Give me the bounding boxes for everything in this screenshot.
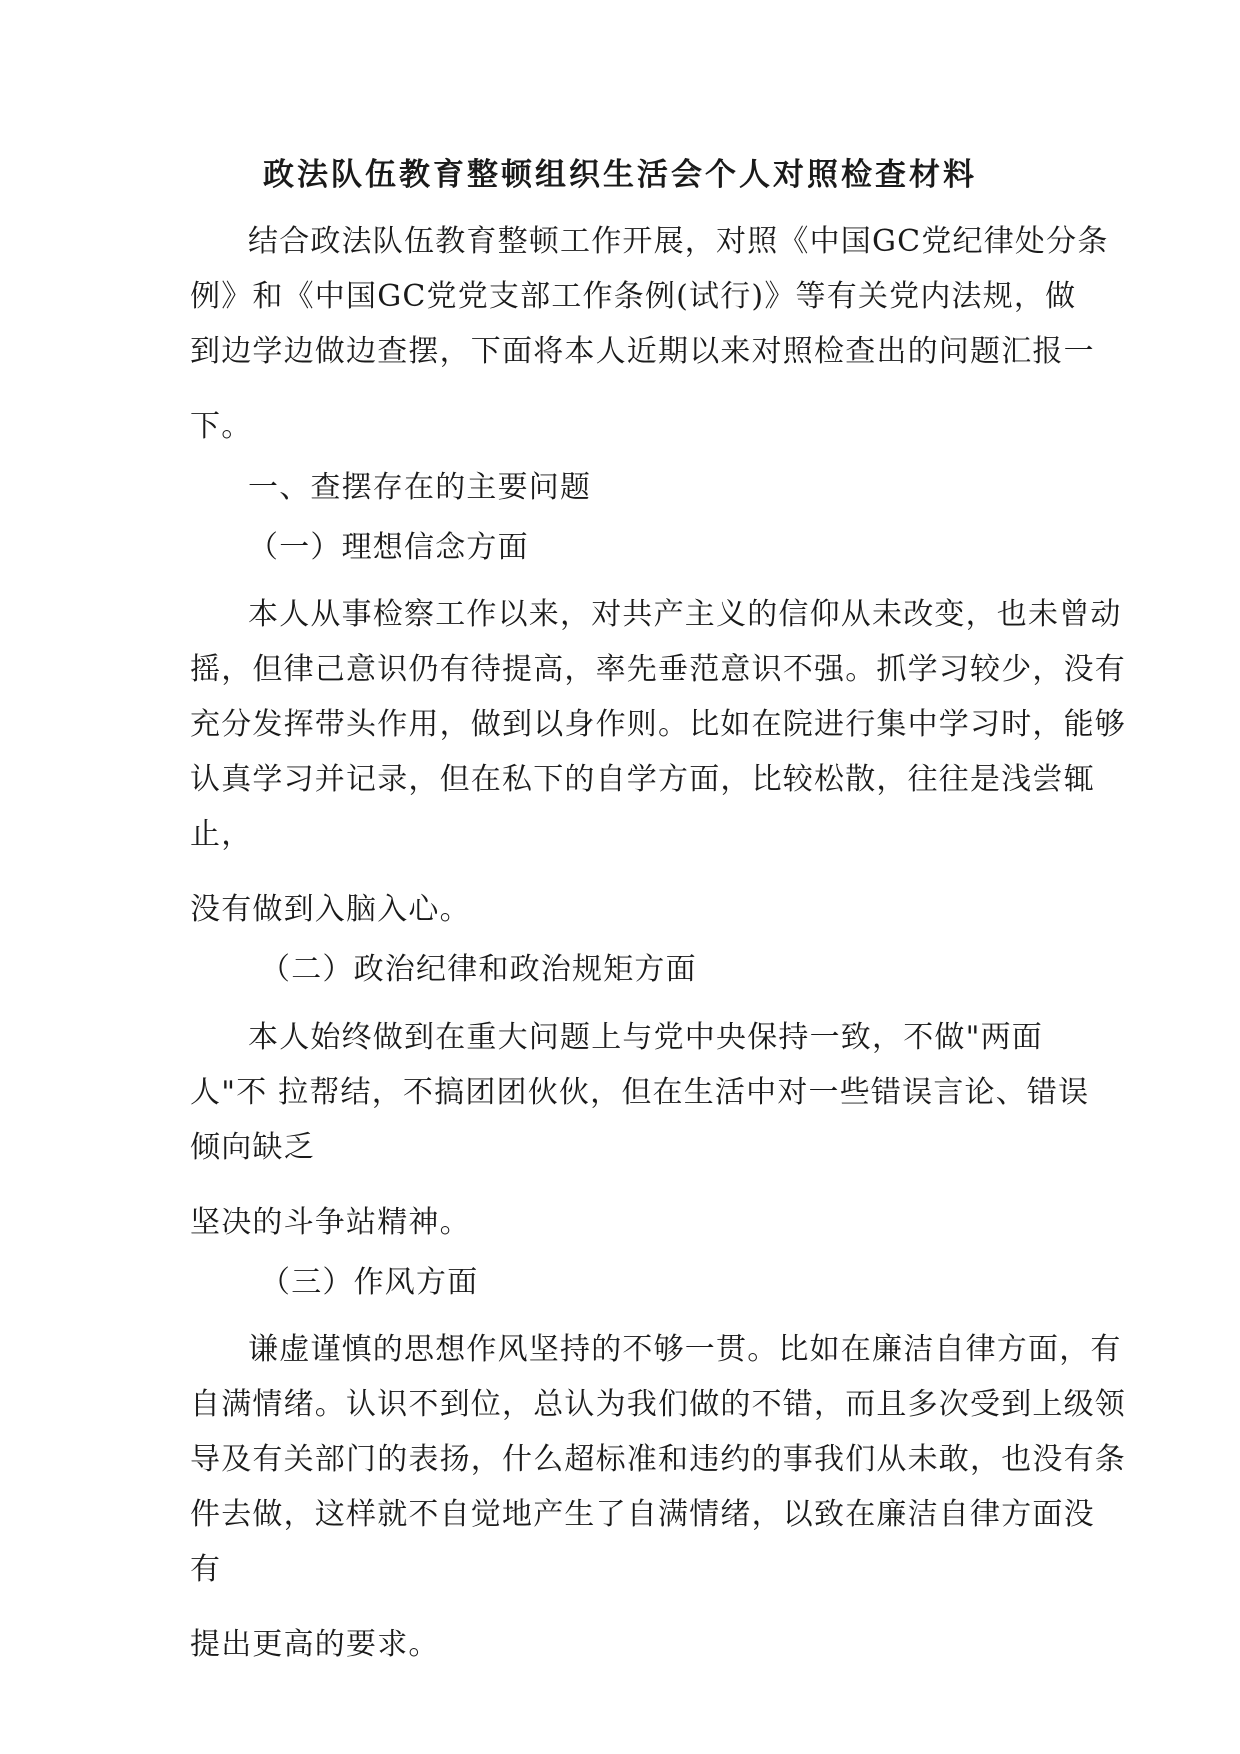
paragraph-line: 件去做，这样就不自觉地产生了自满情绪，以致在廉洁自律方面没 [190, 1497, 1095, 1532]
paragraph-line: 止， [190, 817, 253, 852]
subsection-heading: （三）作风方面 [260, 1265, 479, 1300]
paragraph-line: 下。 [190, 409, 253, 444]
paragraph-line: 提出更高的要求。 [190, 1627, 440, 1662]
paragraph-line: 结合政法队伍教育整顿工作开展，对照《中国GC党纪律处分条 [248, 224, 1109, 259]
paragraph-line: 自满情绪。认识不到位，总认为我们做的不错，而且多次受到上级领 [190, 1387, 1126, 1422]
paragraph-line: 到边学边做边查摆，下面将本人近期以来对照检查出的问题汇报一 [190, 334, 1095, 369]
paragraph-line: 认真学习并记录，但在私下的自学方面，比较松散，往往是浅尝辄 [190, 762, 1095, 797]
paragraph-line: 导及有关部门的表扬，什么超标准和违约的事我们从未敢，也没有条 [190, 1442, 1126, 1477]
paragraph-line: 本人始终做到在重大问题上与党中央保持一致，不做"两面 [248, 1020, 1043, 1055]
document-title: 政法队伍教育整顿组织生活会个人对照检查材料 [263, 157, 977, 193]
paragraph-line: 摇，但律己意识仍有待提高，率先垂范意识不强。抓学习较少，没有 [190, 652, 1126, 687]
paragraph-line: 人"不 拉帮结，不搞团团伙伙，但在生活中对一些错误言论、错误 [190, 1075, 1090, 1110]
subsection-heading: （二）政治纪律和政治规矩方面 [260, 952, 697, 987]
paragraph-line: 坚决的斗争站精神。 [190, 1205, 471, 1240]
paragraph-line: 例》和《中国GC党党支部工作条例(试行)》等有关党内法规，做 [190, 279, 1077, 314]
subsection-heading: （一）理想信念方面 [248, 530, 529, 565]
paragraph-line: 谦虚谨慎的思想作风坚持的不够一贯。比如在廉洁自律方面，有 [248, 1332, 1122, 1367]
paragraph-line: 本人从事检察工作以来，对共产主义的信仰从未改变，也未曾动 [248, 597, 1122, 632]
paragraph-line: 充分发挥带头作用，做到以身作则。比如在院进行集中学习时，能够 [190, 707, 1126, 742]
paragraph-line: 没有做到入脑入心。 [190, 892, 471, 927]
paragraph-line: 有 [190, 1552, 222, 1587]
section-heading: 一、查摆存在的主要问题 [248, 470, 592, 505]
paragraph-line: 倾向缺乏 [190, 1130, 315, 1165]
